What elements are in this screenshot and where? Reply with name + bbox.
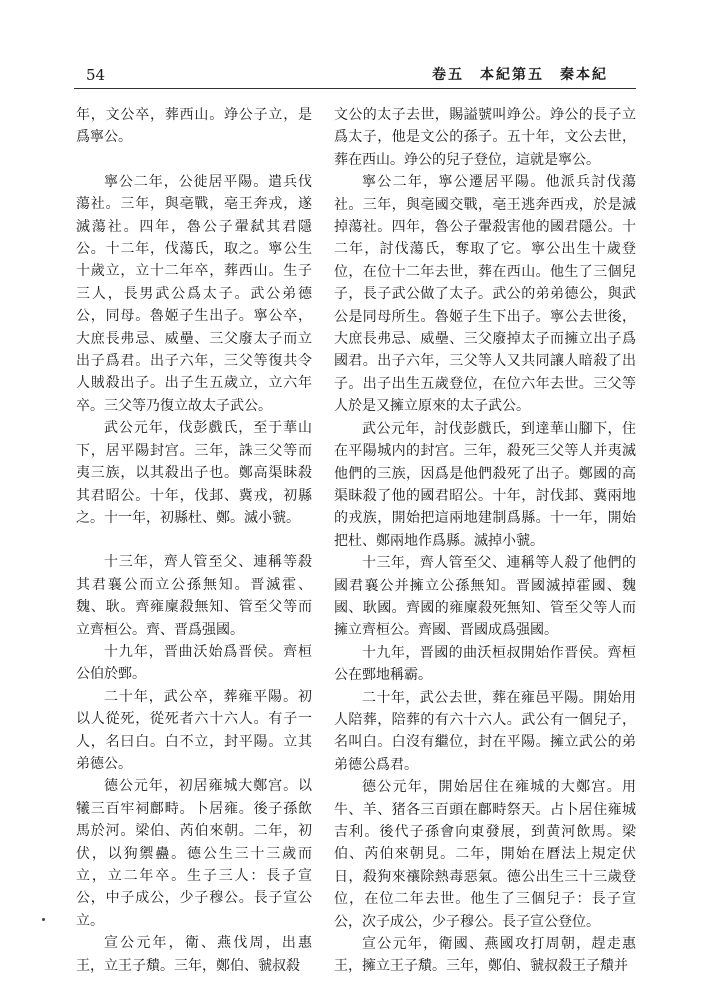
paragraph: 宣公元年，衛、燕伐周，出惠王，立王子穨。三年，鄭伯、虢叔殺 — [76, 935, 312, 974]
paragraph: 德公元年，開始居住在雍城的大鄭宫。用牛、羊、猪各三百頭在鄜畤祭天。占卜居住雍城吉利。後代子孫會向東發展，到黄河飲馬。梁伯、芮伯來朝見。二年，開始在曆法上規定伏日，殺狗來禳除熱毒惡氣。德公出生三十三歲登位，在位二年去世。他生了三個兒子：長子宣公，次子成公，少子穆公。長子宣公登位。 — [334, 779, 636, 930]
paragraph: 二十年，武公卒，葬雍平陽。初以人從死，從死者六十六人。有子一人，名曰白。白不立，封平陽。立其弟德公。 — [76, 688, 312, 772]
paragraph: 十三年，齊人管至父、連稱等殺其君襄公而立公孫無知。晋滅霍、魏、耿。齊雍廩殺無知、管至父等而立齊桓公。齊、晋爲强國。 — [76, 554, 312, 638]
paragraph: 二十年，武公去世，葬在雍邑平陽。開始用人陪葬，陪葬的有六十六人。武公有一個兒子，名叫白。白沒有繼位，封在平陽。擁立武公的弟弟德公爲君。 — [334, 689, 636, 773]
running-head: 卷五 本紀第五 秦本紀 — [432, 67, 608, 83]
scan-mark — [42, 918, 45, 921]
paragraph: 十九年，晋曲沃始爲晋侯。齊桓公伯於鄄。 — [76, 643, 312, 683]
paragraph: 寧公二年，公徙居平陽。遣兵伐蕩社。三年，與亳戰，亳王奔戎，遂滅蕩社。四年，魯公子翬弑其君隱公。十二年，伐蕩氏，取之。寧公生十歲立，立十二年卒，葬西山。生子三人，長男武公爲太子。武公弟德公，同母。魯姬子生出子。寧公卒，大庶長弗忌、威壘、三父廢太子而立出子爲君。出子六年，三父等復共令人賊殺出子。出子生五歲立，立六年卒。三父等乃復立故太子武公。 — [76, 173, 312, 414]
section-gap — [76, 529, 312, 551]
translation-column — [334, 104, 636, 978]
paragraph: 武公元年，討伐彭戲氏，到達華山腳下，住在平陽城内的封宫。三年，殺死三父等人并夷滅他們的三族，因爲是他們殺死了出子。鄭國的高渠眛殺了他的國君昭公。十年，討伐邽、冀兩地的戎族，開始把這兩地建制爲縣。十一年，開始把杜、鄭兩地作爲縣。滅掉小虢。 — [334, 420, 636, 549]
paragraph: 武公元年，伐彭戲氏，至于華山下，居平陽封宫。三年，誅三父等而夷三族，以其殺出子也。鄭高渠眛殺其君昭公。十年，伐邽、冀戎，初縣之。十一年，初縣杜、鄭。滅小虢。 — [76, 420, 312, 526]
paragraph: 年，文公卒，葬西山。竫公子立，是爲寧公。 — [76, 107, 312, 146]
paragraph: 十三年，齊人管至父、連稱等人殺了他們的國君襄公并擁立公孫無知。晋國滅掉霍國、魏國、耿國。齊國的雍廩殺死無知、管至父等人而擁立齊桓公。齊國、晋國成爲强國。 — [334, 555, 636, 639]
paragraph: 十九年，晋國的曲沃桓叔開始作晋侯。齊桓公在鄄地稱霸。 — [334, 644, 636, 684]
paragraph: 文公的太子去世，賜謚號叫竫公。竫公的長子立爲太子，他是文公的孫子。五十年，文公去世，葬在西山。竫公的兒子登位，這就是寧公。 — [334, 107, 636, 168]
paragraph: 宣公元年，衛國、燕國攻打周朝，趕走惠王，擁立王子穨。三年，鄭伯、虢叔殺王子穨并 — [334, 936, 636, 975]
classical-text-column — [76, 104, 312, 977]
section-gap — [76, 149, 312, 171]
header-rule — [74, 88, 636, 89]
paragraph: 寧公二年，寧公遷居平陽。他派兵討伐蕩社。三年，與亳國交戰，亳王逃奔西戎，於是滅掉蕩社。四年，魯公子翬殺害他的國君隱公。十二年，討伐蕩氏，奪取了它。寧公出生十歲登位，在位十二年去世，葬在西山。他生了三個兒子，長子武公做了太子。武公的弟弟德公，與武公是同母所生。魯姬子生下出子。寧公去世後，大庶長弗忌、威壘、三父廢掉太子而擁立出子爲國君。出子六年，三父等人又共同讓人暗殺了出子。出子出生五歲登位，在位六年去世。三父等人於是又擁立原來的太子武公。 — [334, 174, 636, 415]
page-number: 54 — [86, 66, 106, 84]
paragraph: 德公元年，初居雍城大鄭宫。以犧三百牢祠鄜畤。卜居雍。後子孫飲馬於河。梁伯、芮伯來朝。二年，初伏，以狗禦蠱。德公生三十三歲而立，立二年卒。生子三人：長子宣公，中子成公，少子穆公。長子宣公立。 — [76, 778, 312, 929]
